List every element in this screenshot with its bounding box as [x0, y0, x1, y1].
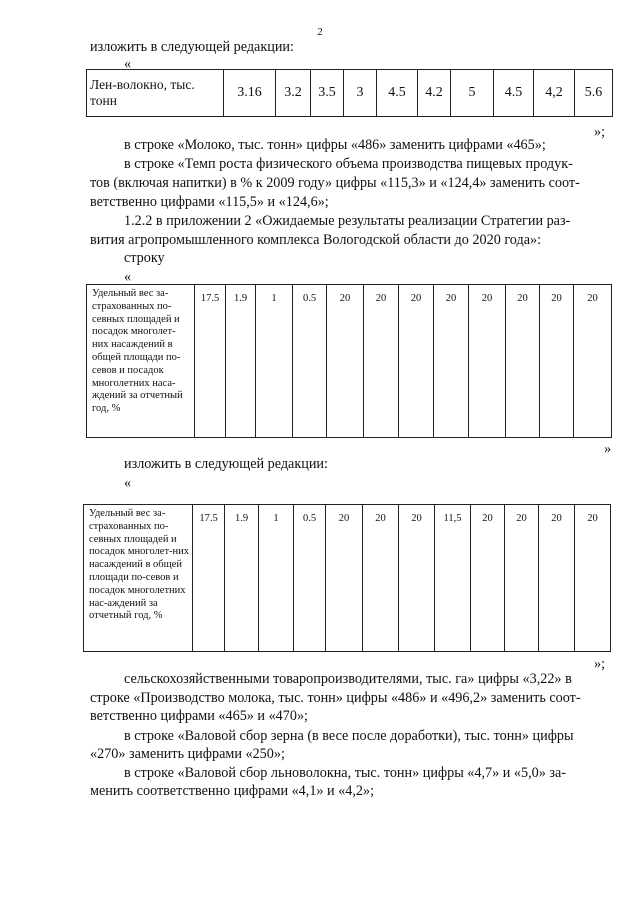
table-cell: 17.5: [195, 285, 226, 438]
table-cell: 20: [574, 285, 612, 438]
paragraph-line: в строке «Молоко, тыс. тонн» цифры «486» заменить цифрами «465»;: [124, 137, 546, 153]
table-cell: 20: [469, 285, 506, 438]
table-cell: 20: [399, 505, 435, 652]
paragraph-line: строке «Производство молока, тыс. тонн» цифры «486» и «496,2» заменить соот-: [90, 690, 581, 706]
table-row: [84, 505, 611, 652]
paragraph-line: строку: [124, 250, 165, 266]
quote-open: «: [124, 56, 132, 72]
paragraph-line: менить соответственно цифрами «4,1» и «4,2»;: [90, 783, 375, 799]
table-cell: 20: [434, 285, 469, 438]
table-cell: 4.5: [494, 70, 534, 117]
quote-close: »;: [594, 656, 606, 672]
table-cell: 20: [540, 285, 574, 438]
table-cell: 3: [344, 70, 377, 117]
table-cell: 3.2: [276, 70, 311, 117]
table-cell: 20: [505, 505, 539, 652]
table-insured-area-old: [86, 284, 612, 438]
quote-close: »: [604, 441, 612, 457]
table-cell: 4.5: [377, 70, 418, 117]
paragraph-line: сельскохозяйственными товаропроизводителями, тыс. га» цифры «3,22» в: [124, 671, 572, 687]
quote-open: «: [124, 475, 132, 491]
table-insured-area-new: [83, 504, 611, 652]
table-cell: 4.2: [418, 70, 451, 117]
table-cell: 20: [506, 285, 540, 438]
paragraph-line: 1.2.2 в приложении 2 «Ожидаемые результаты реализации Стратегии раз-: [124, 213, 571, 229]
table-cell: 20: [471, 505, 505, 652]
row-label: Удельный вес за-страхованных по-севных площадей и посадок многолет-них насаждений в общей площади по-севов и посадок многолетних наса-ждений за отчетный год, %: [87, 285, 195, 438]
table-cell: 0.5: [293, 285, 327, 438]
paragraph-line: ветственно цифрами «115,5» и «124,6»;: [90, 194, 329, 210]
table-cell: 1: [259, 505, 294, 652]
paragraph-line: ветственно цифрами «465» и «470»;: [90, 708, 308, 724]
table-cell: 1: [256, 285, 293, 438]
intro-text: изложить в следующей редакции:: [124, 456, 328, 472]
paragraph-line: вития агропромышленного комплекса Вологодской области до 2020 года»:: [90, 232, 542, 248]
table-row: [87, 285, 612, 438]
page-number: 2: [317, 26, 323, 38]
table-cell: 5.6: [575, 70, 613, 117]
table-cell: 3.16: [224, 70, 276, 117]
quote-open: «: [124, 269, 132, 285]
paragraph-line: «270» заменить цифрами «250»;: [90, 746, 285, 762]
table-cell: 20: [364, 285, 399, 438]
table-cell: 20: [539, 505, 575, 652]
table-cell: 20: [327, 285, 364, 438]
row-label: Лен-волокно, тыс. тонн: [87, 70, 224, 117]
table-cell: 20: [326, 505, 363, 652]
table-cell: 5: [451, 70, 494, 117]
paragraph-line: тов (включая напитки) в % к 2009 году» цифры «115,3» и «124,4» заменить соот-: [90, 175, 580, 191]
table-cell: 11,5: [435, 505, 471, 652]
intro-text: изложить в следующей редакции:: [90, 39, 294, 55]
table-cell: 4,2: [534, 70, 575, 117]
table-cell: 20: [363, 505, 399, 652]
paragraph-line: в строке «Валовой сбор зерна (в весе после доработки), тыс. тонн» цифры: [124, 728, 574, 744]
table-cell: 20: [399, 285, 434, 438]
quote-close: »;: [594, 124, 606, 140]
table-row: [87, 70, 613, 117]
paragraph-line: в строке «Темп роста физического объема производства пищевых продук-: [124, 156, 573, 172]
row-label: Удельный вес за-страхованных по-севных площадей и посадок многолет-них насаждений в общей площади по-севов и посадок многолетних нас-аждений за отчетный год, %: [84, 505, 193, 652]
table-cell: 0.5: [294, 505, 326, 652]
paragraph-line: в строке «Валовой сбор льноволокна, тыс. тонн» цифры «4,7» и «5,0» за-: [124, 765, 567, 781]
table-cell: 17.5: [193, 505, 225, 652]
table-flax-fiber: [86, 69, 613, 117]
table-cell: 1.9: [225, 505, 259, 652]
table-cell: 1.9: [226, 285, 256, 438]
table-cell: 3.5: [311, 70, 344, 117]
table-cell: 20: [575, 505, 611, 652]
